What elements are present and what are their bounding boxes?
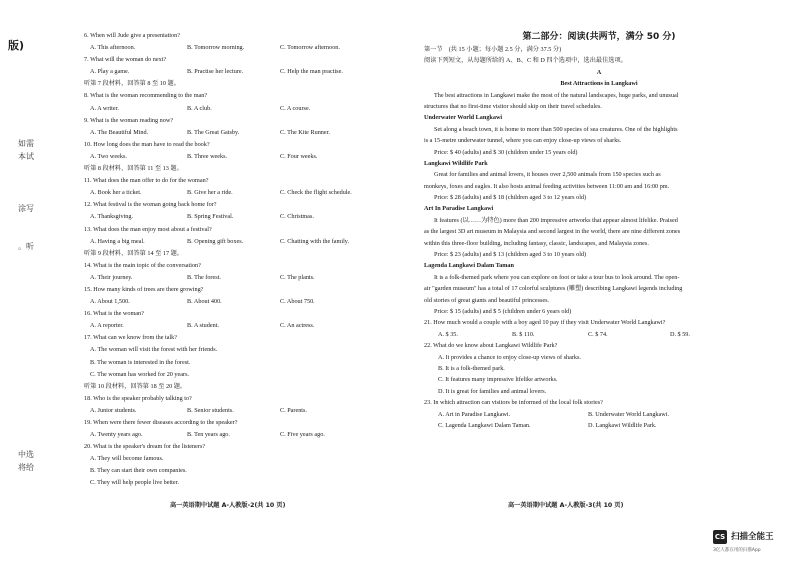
passage-line: Price: $ 28 (adults) and $ 18 (children aged 3 to 12 years old): [434, 194, 587, 202]
option-c: C. Parents.: [280, 406, 307, 414]
option-b: B. A student.: [187, 322, 219, 330]
option-c: C. Help the man practise.: [280, 68, 343, 76]
option-b: B. Opening gift boxes.: [187, 237, 244, 245]
question-stem: 12. What festival is the woman going back home for?: [84, 201, 217, 209]
question-stem: 21. How much would a couple with a boy aged 10 pay if they visit Underwater World Langkawi?: [424, 319, 666, 327]
question-stem: 听第 7 段材料，回答第 8 至 10 题。: [84, 80, 180, 88]
binding-margin: [0, 0, 70, 561]
option-a: A. This afternoon.: [90, 44, 136, 52]
option-c: C. $ 74.: [588, 330, 608, 338]
option-a: A. Two weeks.: [90, 152, 127, 160]
option-d: D. $ 59.: [670, 330, 690, 338]
answer-option: A. The woman will visit the forest with her friends.: [90, 346, 218, 354]
attraction-heading: Underwater World Langkawi: [424, 114, 503, 122]
question-stem: 8. What is the woman recommending to the man?: [84, 92, 208, 100]
option-a: A. A reporter.: [90, 322, 124, 330]
margin-note: 中选: [18, 450, 34, 459]
option-c: C. Christmas.: [280, 213, 314, 221]
option-b: B. The forest.: [187, 273, 221, 281]
margin-note: 。听: [18, 242, 34, 251]
option-b: B. Three weeks.: [187, 152, 228, 160]
option-b: B. About 400.: [187, 298, 222, 306]
part-heading: 第一节 (共 15 小题；每小题 2.5 分，满分 37.5 分): [424, 46, 562, 53]
answer-options-row: [424, 329, 774, 340]
option-b: B. Give her a ride.: [187, 189, 233, 197]
option-c: C. Chatting with the family.: [280, 237, 350, 245]
section-title: 第二部分：阅读(共两节，满分 50 分): [522, 32, 676, 42]
passage-letter: A: [596, 68, 602, 76]
option-a: A. The Beautiful Mind.: [90, 128, 149, 136]
option-d: D. It is great for families and animal lovers.: [438, 387, 547, 395]
option-b: B. A club.: [187, 104, 212, 112]
answer-options-row: [84, 103, 384, 115]
option-b: B. Underwater World Langkawi.: [588, 410, 670, 418]
margin-note: 本试: [18, 152, 34, 161]
question-stem: 9. What is the woman reading now?: [84, 116, 174, 124]
option-a: A. Twenty years ago.: [90, 431, 143, 439]
option-c: C. The Kite Runner.: [280, 128, 330, 136]
passage-line: Price: $ 40 (adults) and $ 30 (children under 15 years old): [434, 148, 578, 156]
answer-option: A. They will become famous.: [90, 455, 164, 463]
option-a: A. Thanksgiving.: [90, 213, 134, 221]
option-a: A. Their journey.: [90, 273, 133, 281]
passage-line: monkeys, foxes and eagles. It also hosts animal feeding activities between 11:00 am and 16:00 pm.: [424, 182, 670, 190]
question-stem: 20. What is the speaker's dream for the listeners?: [84, 443, 206, 451]
answer-options-row: [84, 151, 384, 163]
passage-line: as the largest 3D art museum in Malaysia and second largest in the world, there are nine different zones: [424, 228, 681, 236]
option-a: A. A writer.: [90, 104, 119, 112]
margin-note: 如需: [18, 139, 34, 148]
option-c: C. Four weeks.: [280, 152, 318, 160]
answer-options-row: [84, 320, 384, 332]
option-c: C. Lagenda Langkawi Dalam Taman.: [438, 421, 531, 429]
instructions: 阅读下列短文，从每题所给的 A、B、C 和 D 四个选项中，选出最佳选项。: [424, 57, 627, 65]
right-page-footer: 高一英语期中试题 A-人教版-3(共 10 页): [508, 502, 624, 509]
passage-line: It features (以……为特色) more than 200 impressive artworks that appear almost lifelike. Praised: [434, 216, 678, 224]
watermark-name: 扫描全能王: [731, 532, 774, 542]
option-c: C. The plants.: [280, 273, 315, 281]
option-a: A. About 1,500.: [90, 298, 130, 306]
passage-line: within this three-floor building, including fantasy, classic, landscapes, and Malaysia zones.: [424, 239, 649, 247]
margin-note: 涂写: [18, 204, 34, 213]
question-stem: 19. When were there fewer diseases according to the speaker?: [84, 419, 238, 426]
answer-option: B. They can start their own companies.: [90, 467, 187, 475]
option-a: A. $ 35.: [438, 330, 458, 338]
question-stem: 15. How many kinds of trees are there growing?: [84, 285, 204, 293]
passage-body: [424, 90, 774, 318]
option-c: C. Tomorrow afternoon.: [280, 44, 340, 52]
answer-options-row: [84, 429, 384, 441]
answer-options-row: [84, 127, 384, 139]
answer-options-row: [424, 409, 774, 420]
passage-title: Best Attractions in Langkawi: [560, 80, 638, 88]
attraction-heading: Art In Paradise Langkawi: [424, 205, 494, 213]
option-b: B. Spring Festival.: [187, 213, 234, 221]
left-page-listening: [84, 30, 384, 490]
answer-option: C. They will help people live better.: [90, 479, 179, 487]
option-c: C. Check the flight schedule.: [280, 189, 352, 197]
question-stem: 11. What does the man offer to do for the woman?: [84, 177, 209, 185]
question-stem: 13. What does the man enjoy most about a festival?: [84, 225, 212, 233]
question-stem: 7. What will the woman do next?: [84, 56, 167, 64]
question-stem: 听第 9 段材料，回答第 14 至 17 题。: [84, 249, 183, 257]
question-stem: 18. Who is the speaker probably talking to?: [84, 394, 192, 402]
option-a: A. Play a game.: [90, 68, 130, 76]
passage-line: air "garden museum" has a total of 17 colorful sculptures (雕塑) describing Langkawi legends including: [424, 285, 683, 293]
passage-line: structures that no first-time visitor should skip on their travel schedules.: [424, 102, 602, 110]
attraction-heading: Lagenda Langkawi Dalam Taman: [424, 262, 514, 270]
option-b: B. $ 110.: [512, 330, 535, 338]
option-c: C. It features many impressive lifelike artworks.: [438, 376, 558, 384]
option-c: C. Five years ago.: [280, 431, 325, 439]
option-b: B. Practise her lecture.: [187, 68, 244, 76]
question-stem: 听第 10 段材料，回答第 18 至 20 题。: [84, 382, 187, 390]
attraction-heading: Langkawi Wildlife Park: [424, 159, 488, 167]
passage-line: is a 15-metre underwater tunnel, where you can enjoy close-up views of sharks.: [424, 137, 622, 145]
passage-line: Set along a beach town, it is home to more than 500 species of sea creatures. One of the highlights: [434, 125, 678, 133]
answer-options-row: [84, 66, 384, 78]
passage-line: The best attractions in Langkawi make the most of the natural landscapes, huge parks, and unusual: [434, 91, 679, 99]
option-c: C. A course.: [280, 104, 311, 112]
answer-options-row: [84, 296, 384, 308]
watermark-tagline: 3亿人都在用的扫描App: [713, 548, 761, 553]
passage-line: Price: $ 23 (adults) and $ 13 (children aged 3 to 10 years old): [434, 251, 587, 259]
option-a: A. Having a big meal.: [90, 237, 145, 245]
answer-option: B. The woman is interested in the forest.: [90, 358, 191, 366]
left-page-footer: 高一英语期中试题 A-人教版-2(共 10 页): [170, 502, 286, 509]
question-stem: 听第 8 段材料，回答第 11 至 13 题。: [84, 165, 183, 173]
option-b: B. It is a folk-themed park.: [438, 364, 505, 372]
question-stem: 6. When will Jude give a presentation?: [84, 32, 180, 39]
option-b: B. Ten years ago.: [187, 431, 230, 439]
passage-line: old stories of great giants and beautiful princesses.: [424, 296, 550, 304]
passage-line: It is a folk-themed park where you can explore on foot or take a tour bus to look around. The open-: [434, 273, 680, 281]
passage-line: Great for families and animal lovers, it houses over 2,500 animals from 150 species such as: [434, 171, 661, 179]
option-b: B. Senior students.: [187, 406, 234, 414]
question-stem: 22. What do we know about Langkawi Wildlife Park?: [424, 342, 558, 350]
option-d: D. Langkawi Wildlife Park.: [588, 421, 657, 429]
question-stem: 14. What is the main topic of the conversation?: [84, 261, 201, 269]
camscanner-watermark: [711, 528, 794, 558]
right-page-reading: [424, 30, 774, 431]
option-c: C. An actress.: [280, 322, 315, 330]
answer-options-row: [84, 272, 384, 284]
question-stem: 23. In which attraction can visitors be informed of the local folk stories?: [424, 399, 603, 407]
question-stem: 10. How long does the man have to read the book?: [84, 140, 210, 148]
question-stem: 16. What is the woman?: [84, 310, 144, 318]
answer-options-row: [84, 42, 384, 54]
option-a: A. Art in Paradise Langkawi.: [438, 410, 511, 418]
option-b: B. The Great Gatsby.: [187, 128, 240, 136]
answer-options-row: [84, 187, 384, 199]
version-label: 版): [8, 39, 25, 52]
option-b: B. Tomorrow morning.: [187, 44, 245, 52]
camscanner-logo-icon: CS: [713, 530, 727, 544]
answer-options-row: [84, 211, 384, 223]
option-c: C. About 750.: [280, 298, 315, 306]
answer-option: C. The woman has worked for 20 years.: [90, 370, 190, 378]
margin-note: 将给: [18, 463, 34, 472]
answer-options-row: [84, 236, 384, 248]
answer-options-row: [424, 420, 774, 431]
option-a: A. Junior students.: [90, 406, 137, 414]
question-stem: 17. What can we know from the talk?: [84, 334, 178, 342]
answer-options-row: [84, 405, 384, 417]
option-a: A. It provides a chance to enjoy close-up views of sharks.: [438, 353, 581, 361]
option-a: A. Book her a ticket.: [90, 189, 142, 197]
passage-line: Price: $ 15 (adults) and $ 5 (children under 6 years old): [434, 307, 572, 315]
